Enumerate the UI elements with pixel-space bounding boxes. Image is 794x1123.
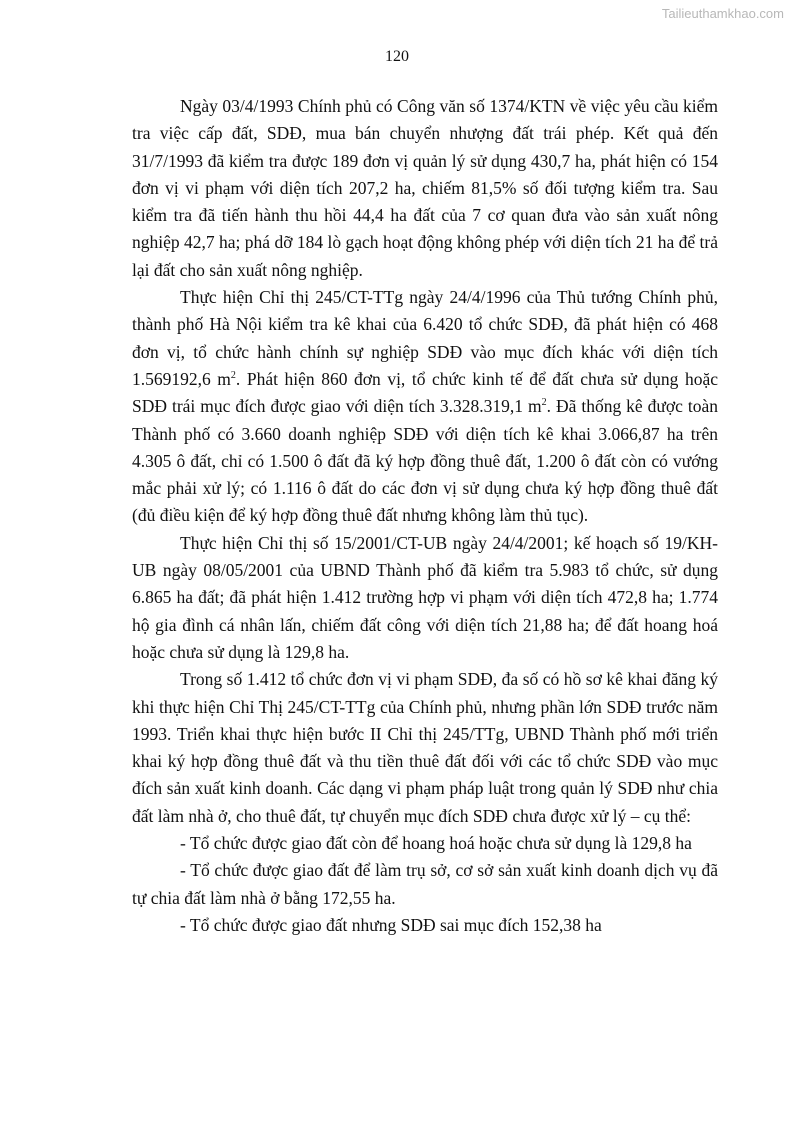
superscript: 2	[541, 397, 547, 409]
paragraph: Trong số 1.412 tổ chức đơn vị vi phạm SDĐ, đa số có hồ sơ kê khai đăng ký khi thực hiện Chỉ Thị 245/CT-TTg của Chính phủ, nhưng phần lớn SDĐ trước năm 1993. Triển khai thực hiện bước II Chỉ thị 245/TTg, UBND Thành phố mới triển khai ký hợp đồng thuê đất và thu tiền thuê đất đối với các tổ chức SDĐ vào mục đích sản xuất kinh doanh. Các dạng vi phạm pháp luật trong quản lý SDĐ như chia đất làm nhà ở, cho thuê đất, tự chuyển mục đích SDĐ chưa được xử lý – cụ thể:	[132, 669, 718, 826]
page-number: 120	[385, 48, 409, 65]
body-text	[132, 93, 718, 939]
superscript: 2	[230, 370, 236, 382]
paragraph	[132, 284, 718, 530]
watermark: Tailieuthamkhao.com	[661, 6, 784, 21]
paragraph-text: . Đã thống kê được toàn Thành phố có 3.660 doanh nghiệp SDĐ với diện tích kê khai 3.066,87 ha trên 4.305 ô đất, chỉ có 1.500 ô đất đã ký hợp đồng thuê đất, 1.200 ô đất còn có vướng mắc phải xử lý; có 1.116 ô đất do các đơn vị sử dụng chưa ký hợp đồng thuê đất (đủ điều kiện để ký hợp đồng thuê đất nhưng không làm thủ tục).	[132, 396, 719, 526]
list-item: - Tổ chức được giao đất để làm trụ sở, cơ sở sản xuất kinh doanh dịch vụ đã tự chia đất làm nhà ở bằng 172,55 ha.	[132, 860, 718, 908]
paragraph: Ngày 03/4/1993 Chính phủ có Công văn số 1374/KTN về việc yêu cầu kiểm tra việc cấp đất, SDĐ, mua bán chuyển nhượng đất trái phép. Kết quả đến 31/7/1993 đã kiểm tra được 189 đơn vị quản lý sử dụng 430,7 ha, phát hiện có 154 đơn vị vi phạm với diện tích 207,2 ha, chiếm 81,5% số đối tượng kiểm tra. Sau kiểm tra đã tiến hành thu hồi 44,4 ha đất của 7 cơ quan đưa vào sản xuất nông nghiệp 42,7 ha; phá dỡ 184 lò gạch hoạt động không phép với diện tích 21 ha để trả lại đất cho sản xuất nông nghiệp.	[132, 96, 718, 280]
paragraph-text: . Phát hiện 860 đơn vị, tổ chức kinh tế để đất chưa sử dụng hoặc SDĐ trái mục đích được giao với diện tích 3.328.319,1 m	[132, 368, 718, 417]
list-item: - Tổ chức được giao đất nhưng SDĐ sai mục đích 152,38 ha	[180, 914, 602, 935]
paragraph-text: Thực hiện Chỉ thị 245/CT-TTg ngày 24/4/1996 của Thủ tướng Chính phủ, thành phố Hà Nội kiểm tra kê khai của 6.420 tổ chức SDĐ, đã phát hiện có 468 đơn vị, tổ chức hành chính sự nghiệp SDĐ vào mục đích khác với diện tích 1.569192,6 m	[132, 287, 718, 389]
paragraph: Thực hiện Chỉ thị số 15/2001/CT-UB ngày 24/4/2001; kế hoạch số 19/KH-UB ngày 08/05/2001 của UBND Thành phố đã kiểm tra 5.983 tổ chức, sử dụng 6.865 ha đất; đã phát hiện 1.412 trường hợp vi phạm với diện tích 472,8 ha; 1.774 hộ gia đình cá nhân lấn, chiếm đất công với diện tích 21,88 ha; để đất hoang hoá hoặc chưa sử dụng là 129,8 ha.	[132, 532, 718, 662]
list-item: - Tổ chức được giao đất còn để hoang hoá hoặc chưa sử dụng là 129,8 ha	[180, 833, 692, 854]
